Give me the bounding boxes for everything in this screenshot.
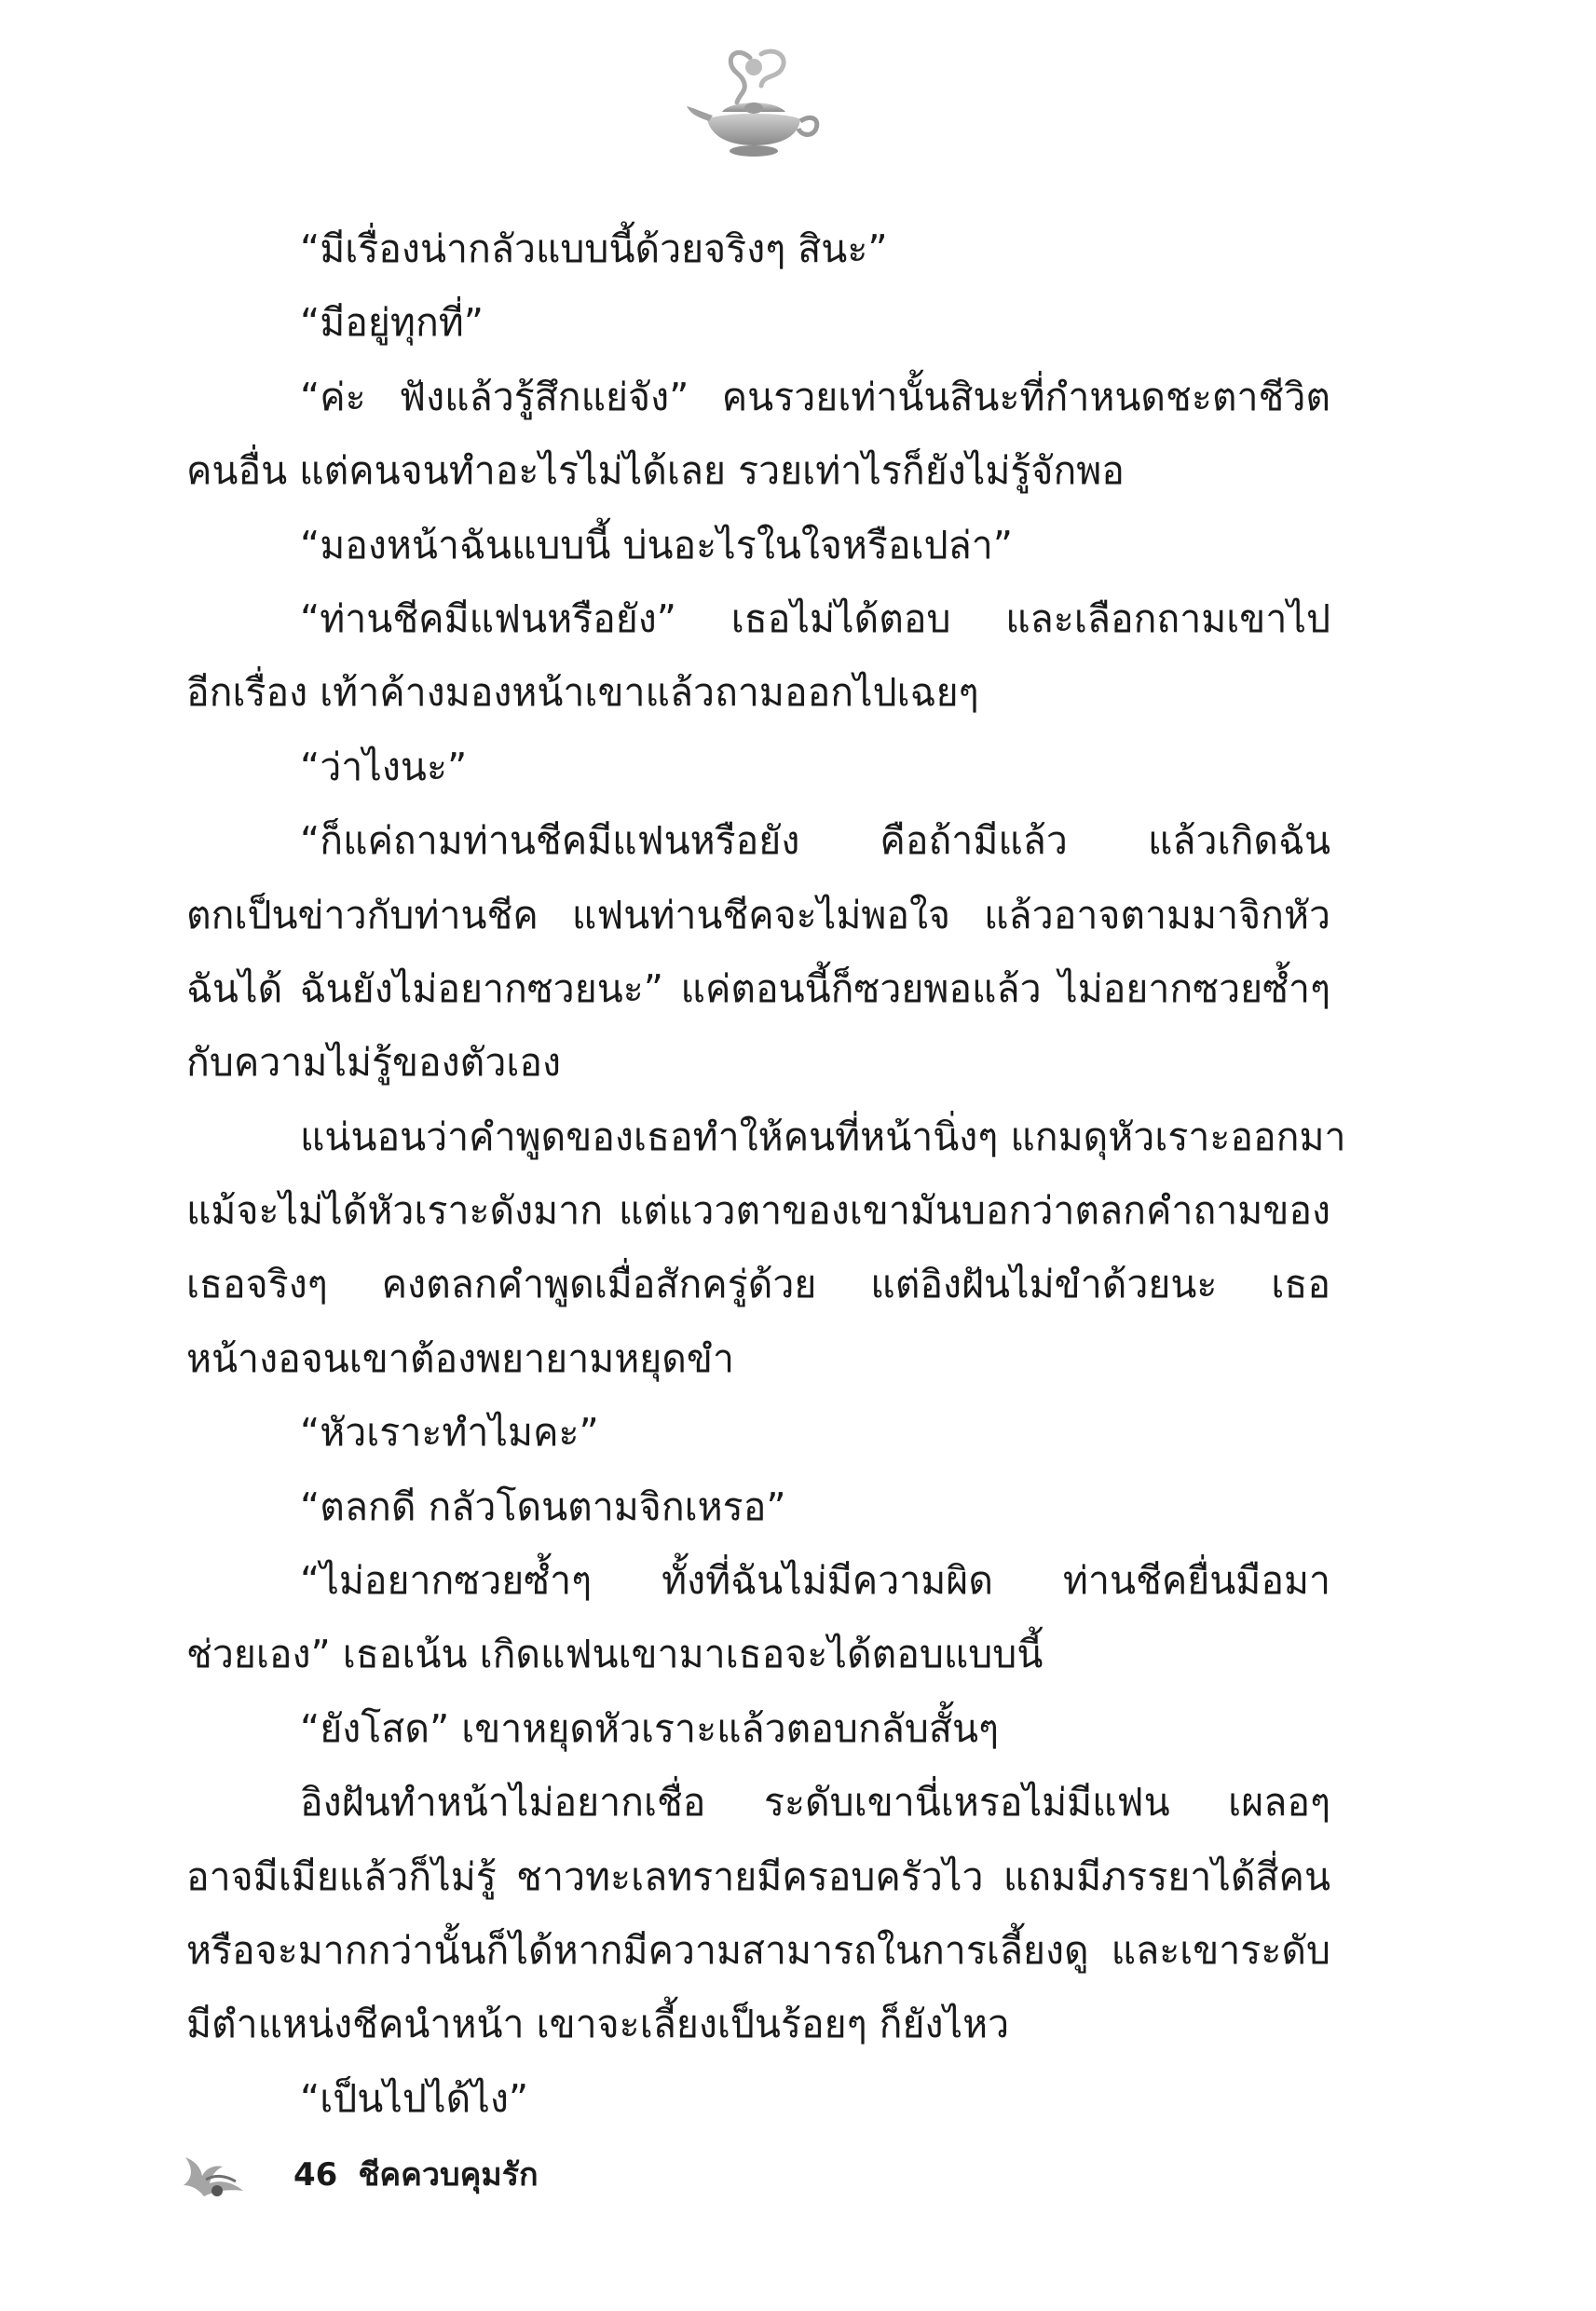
text-line: “ไม่อยากซวยซ้ำๆ ทั้งที่ฉันไม่มีความผิด ท่านชีคยื่นมือมา bbox=[300, 1558, 1330, 1604]
text-line: ตกเป็นข่าวกับท่านชีค แฟนท่านชีคจะไม่พอใจ แล้วอาจตามมาจิกหัว bbox=[186, 892, 1330, 937]
text-line: เธอจริงๆ คงตลกคำพูดเมื่อสักครู่ด้วย แต่อิงฝันไม่ขำด้วยนะ เธอ bbox=[186, 1262, 1330, 1307]
genie-lamp-icon bbox=[685, 47, 825, 168]
text-line: ช่วยเอง” เธอเน้น เกิดแฟนเขามาเธอจะได้ตอบแบบนี้ bbox=[186, 1632, 1044, 1677]
book-title: ชีคควบคุมรัก bbox=[358, 2156, 539, 2194]
page-footer bbox=[182, 2148, 1020, 2204]
text-line: หรือจะมากกว่านั้นก็ได้หากมีความสามารถในการเลี้ยงดู และเขาระดับ bbox=[186, 1927, 1330, 1973]
text-line: “ยังโสด” เขาหยุดหัวเราะแล้วตอบกลับสั้นๆ bbox=[300, 1705, 999, 1751]
text-line: กับความไม่รู้ของตัวเอง bbox=[186, 1040, 561, 1086]
body-text bbox=[186, 212, 1346, 2136]
text-line: “ตลกดี กลัวโดนตามจิกเหรอ” bbox=[300, 1484, 786, 1529]
footer-text bbox=[293, 2154, 559, 2196]
text-line: “ว่าไงนะ” bbox=[300, 744, 468, 789]
text-line: “มีอยู่ทุกที่” bbox=[300, 300, 484, 346]
text-line: อีกเรื่อง เท้าค้างมองหน้าเขาแล้วถามออกไปเฉยๆ bbox=[186, 670, 979, 716]
text-line: อาจมีเมียแล้วก็ไม่รู้ ชาวทะเลทรายมีครอบครัวไว แถมมีภรรยาได้สี่คน bbox=[186, 1853, 1330, 1899]
text-line: แม้จะไม่ได้หัวเราะดังมาก แต่แววตาของเขามันบอกว่าตลกคำถามของ bbox=[186, 1188, 1330, 1234]
text-line: “ค่ะ ฟังแล้วรู้สึกแย่จัง” คนรวยเท่านั้นสินะที่กำหนดชะตาชีวิต bbox=[300, 374, 1330, 419]
text-line: อิงฝันทำหน้าไม่อยากเชื่อ ระดับเขานี่เหรอไม่มีแฟน เผลอๆ bbox=[300, 1780, 1330, 1826]
text-line: “หัวเราะทำไมคะ” bbox=[300, 1410, 599, 1456]
text-line: ฉันได้ ฉันยังไม่อยากซวยนะ” แค่ตอนนี้ก็ซวยพอแล้ว ไม่อยากซวยซ้ำๆ bbox=[186, 965, 1330, 1011]
text-line: “ก็แค่ถามท่านชีคมีแฟนหรือยัง คือถ้ามีแล้ว แล้วเกิดฉัน bbox=[300, 818, 1330, 864]
text-line: “ท่านชีคมีแฟนหรือยัง” เธอไม่ได้ตอบ และเลือกถามเขาไป bbox=[300, 595, 1330, 641]
text-line: คนอื่น แต่คนจนทำอะไรไม่ได้เลย รวยเท่าไรก็ยังไม่รู้จักพอ bbox=[186, 448, 1125, 494]
page-number: 46 bbox=[293, 2156, 338, 2194]
text-line: มีตำแหน่งชีคนำหน้า เขาจะเลี้ยงเป็นร้อยๆ ก็ยังไหว bbox=[186, 2002, 1010, 2047]
text-line: แน่นอนว่าคำพูดของเธอทำให้คนที่หน้านิ่งๆ แกมดุหัวเราะออกมา bbox=[300, 1114, 1346, 1159]
text-line: “มองหน้าฉันแบบนี้ บ่นอะไรในใจหรือเปล่า” bbox=[300, 522, 1014, 567]
text-line: “มีเรื่องน่ากลัวแบบนี้ด้วยจริงๆ สินะ” bbox=[300, 226, 888, 271]
genie-swirl-icon bbox=[182, 2148, 247, 2200]
text-line: หน้างอจนเขาต้องพยายามหยุดขำ bbox=[186, 1335, 734, 1381]
text-line: “เป็นไปได้ไง” bbox=[300, 2075, 529, 2121]
